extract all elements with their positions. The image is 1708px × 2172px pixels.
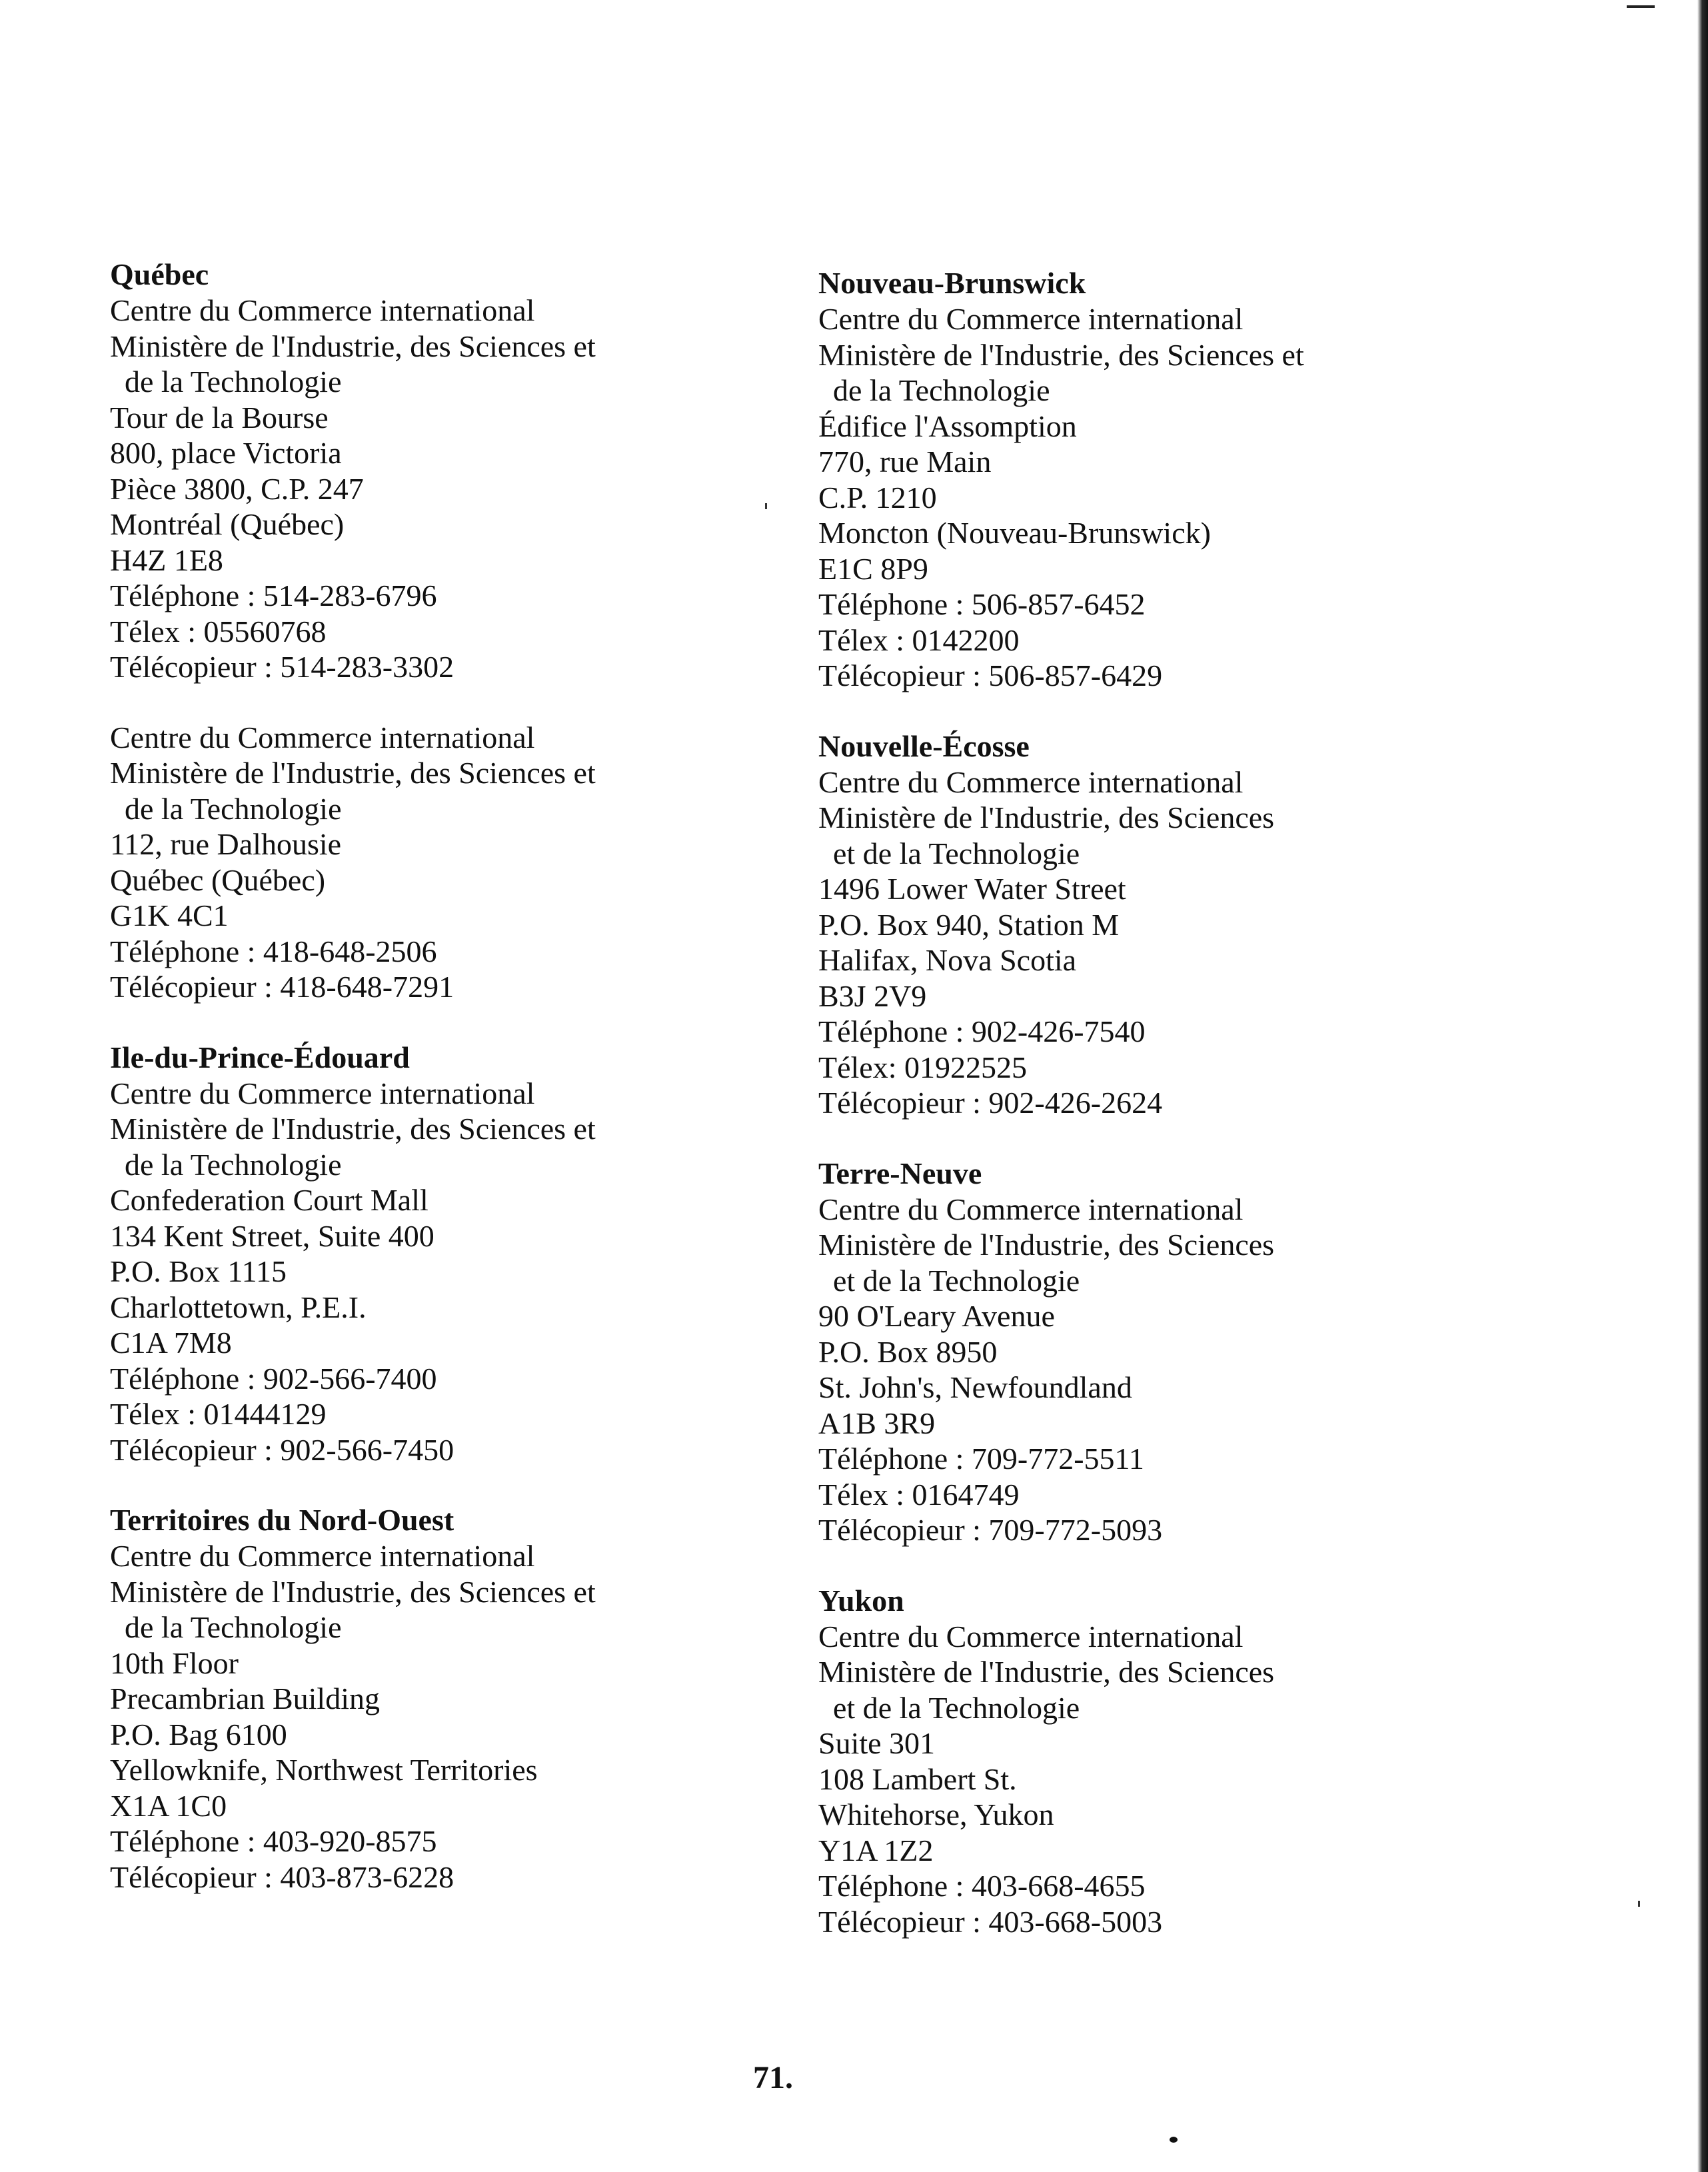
address-line: Y1A 1Z2	[818, 1833, 934, 1867]
address-line: Télex : 0142200	[818, 622, 1020, 657]
address-line: Télex : 01444129	[110, 1397, 327, 1431]
address-line: P.O. Box 940, Station M	[818, 907, 1120, 942]
address-line: Centre du Commerce international	[818, 764, 1244, 799]
address-line: Suite 301	[818, 1726, 936, 1760]
address-line: Centre du Commerce international	[110, 1076, 535, 1110]
address-block-terre-neuve	[818, 1156, 1485, 1548]
address-line: P.O. Box 8950	[818, 1334, 998, 1369]
address-line: Télécopieur : 506-857-6429	[818, 658, 1163, 692]
address-line: E1C 8P9	[818, 551, 928, 586]
address-line: Centre du Commerce international	[818, 1192, 1244, 1226]
address-line: Tour de la Bourse	[110, 400, 329, 435]
address-line: Téléphone : 902-566-7400	[110, 1361, 437, 1396]
left-address-column	[110, 257, 776, 1895]
address-line: Yellowknife, Northwest Territories	[110, 1753, 538, 1787]
address-line: Centre du Commerce international	[110, 1539, 535, 1573]
address-line: de la Technologie	[125, 1147, 342, 1182]
address-line: St. John's, Newfoundland	[818, 1370, 1132, 1404]
address-line: C1A 7M8	[110, 1326, 232, 1360]
address-line: Ministère de l'Industrie, des Sciences et	[110, 329, 596, 363]
region-heading: Terre-Neuve	[818, 1156, 982, 1190]
region-heading: Territoires du Nord-Ouest	[110, 1503, 454, 1537]
address-block-yukon	[818, 1583, 1485, 1940]
address-line: Centre du Commerce international	[110, 293, 535, 327]
address-line: Precambrian Building	[110, 1681, 380, 1715]
address-line: Télécopieur : 403-668-5003	[818, 1904, 1163, 1939]
address-line: Télécopieur : 902-426-2624	[818, 1086, 1163, 1120]
address-line: Édifice l'Assomption	[818, 409, 1077, 443]
address-line: Téléphone : 514-283-6796	[110, 578, 437, 612]
address-line: A1B 3R9	[818, 1406, 936, 1440]
address-line: 800, place Victoria	[110, 436, 342, 470]
region-heading: Nouveau-Brunswick	[818, 266, 1086, 300]
scan-speck	[1638, 1901, 1640, 1907]
address-line: Montréal (Québec)	[110, 507, 345, 541]
address-block-nouveau-brunswick	[818, 265, 1485, 694]
address-block-ile-du-prince-edouard	[110, 1040, 776, 1468]
address-line: Téléphone : 418-648-2506	[110, 934, 437, 968]
address-line: et de la Technologie	[833, 836, 1080, 870]
address-line: Télécopieur : 514-283-3302	[110, 650, 454, 684]
address-line: X1A 1C0	[110, 1788, 227, 1823]
address-line: Centre du Commerce international	[818, 1619, 1244, 1653]
scan-edge-shadow	[1697, 0, 1708, 2172]
address-line: 112, rue Dalhousie	[110, 827, 342, 861]
address-line: Pièce 3800, C.P. 247	[110, 471, 364, 506]
address-line: Télex: 01922525	[818, 1050, 1027, 1084]
address-line: 770, rue Main	[818, 445, 992, 479]
address-block-quebec	[110, 257, 776, 685]
address-line: Confederation Court Mall	[110, 1183, 428, 1217]
corner-scan-mark	[1627, 5, 1655, 8]
address-line: Québec (Québec)	[110, 862, 326, 897]
address-line: Ministère de l'Industrie, des Sciences et	[110, 1574, 596, 1609]
address-line: Téléphone : 709-772-5511	[818, 1442, 1144, 1476]
address-line: Téléphone : 403-920-8575	[110, 1824, 437, 1858]
address-line: et de la Technologie	[833, 1690, 1080, 1725]
address-line: Ministère de l'Industrie, des Sciences et	[818, 337, 1304, 372]
address-line: Télex : 05560768	[110, 614, 327, 648]
region-heading: Québec	[110, 257, 209, 291]
address-line: Télécopieur : 902-566-7450	[110, 1432, 454, 1467]
address-line: de la Technologie	[833, 373, 1050, 407]
address-line: 134 Kent Street, Suite 400	[110, 1218, 434, 1253]
address-line: de la Technologie	[125, 1610, 342, 1644]
address-block-territoires-du-nord-ouest	[110, 1502, 776, 1895]
address-line: Téléphone : 902-426-7540	[818, 1014, 1146, 1048]
address-line: Ministère de l'Industrie, des Sciences	[818, 1228, 1275, 1262]
address-line: G1K 4C1	[110, 898, 229, 932]
address-line: B3J 2V9	[818, 978, 927, 1013]
address-line: 90 O'Leary Avenue	[818, 1299, 1055, 1333]
address-line: 1496 Lower Water Street	[818, 872, 1126, 906]
address-line: 10th Floor	[110, 1645, 239, 1680]
address-line: P.O. Bag 6100	[110, 1717, 287, 1751]
address-line: C.P. 1210	[818, 480, 937, 515]
address-line: H4Z 1E8	[110, 543, 223, 577]
address-line: de la Technologie	[125, 791, 342, 826]
address-line: Ministère de l'Industrie, des Sciences et	[110, 1112, 596, 1146]
address-line: Centre du Commerce international	[818, 302, 1244, 336]
region-heading: Yukon	[818, 1583, 904, 1618]
region-heading: Ile-du-Prince-Édouard	[110, 1040, 410, 1074]
region-heading: Nouvelle-Écosse	[818, 728, 1030, 763]
address-line: Ministère de l'Industrie, des Sciences et	[110, 756, 596, 790]
address-line: de la Technologie	[125, 365, 342, 399]
address-block	[110, 720, 776, 1005]
address-line: Télécopieur : 418-648-7291	[110, 970, 454, 1004]
address-line: Télécopieur : 709-772-5093	[818, 1513, 1163, 1547]
address-line: Charlottetown, P.E.I.	[110, 1290, 367, 1324]
address-line: Télécopieur : 403-873-6228	[110, 1859, 454, 1894]
address-line: Ministère de l'Industrie, des Sciences	[818, 800, 1275, 834]
address-line: et de la Technologie	[833, 1263, 1080, 1298]
page-number: 71.	[753, 2060, 793, 2095]
address-line: 108 Lambert St.	[818, 1761, 1017, 1796]
address-line: P.O. Box 1115	[110, 1254, 287, 1288]
address-line: Téléphone : 506-857-6452	[818, 587, 1146, 621]
address-line: Centre du Commerce international	[110, 720, 535, 754]
right-address-column	[818, 265, 1485, 1939]
address-line: Halifax, Nova Scotia	[818, 943, 1077, 977]
address-line: Whitehorse, Yukon	[818, 1797, 1054, 1831]
address-line: Ministère de l'Industrie, des Sciences	[818, 1655, 1275, 1689]
page-dot	[1170, 2137, 1178, 2143]
address-line: Télex : 0164749	[818, 1477, 1020, 1512]
address-line: Moncton (Nouveau-Brunswick)	[818, 516, 1211, 550]
address-block-nouvelle-ecosse	[818, 728, 1485, 1121]
address-line: Téléphone : 403-668-4655	[818, 1869, 1146, 1903]
